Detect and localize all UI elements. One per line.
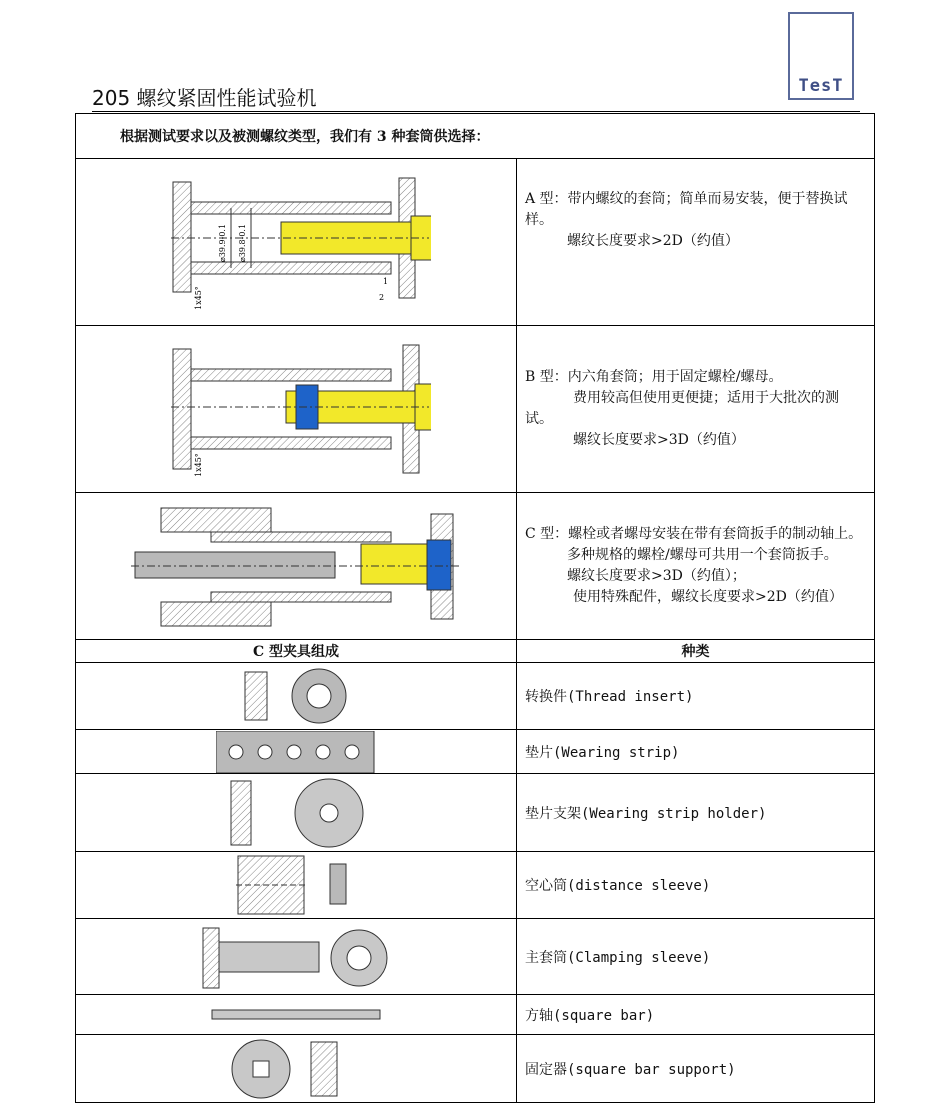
type-a-description: A 型：带内螺纹的套筒；简单而易安装，便于替换试样。 螺纹长度要求>2D（约值） xyxy=(517,159,875,326)
clamping-sleeve-drawing xyxy=(76,919,517,995)
component-row xyxy=(76,774,875,852)
type-c-row xyxy=(76,493,875,640)
component-row xyxy=(76,919,875,995)
strip-holder-drawing xyxy=(76,774,517,852)
thread-insert-drawing xyxy=(76,663,517,730)
wearing-strip-label: 垫片(Wearing strip) xyxy=(517,730,875,774)
intro-text: 根据测试要求以及被测螺纹类型，我们有 3 种套筒供选择： xyxy=(76,114,875,159)
strip-holder-label: 垫片支架(Wearing strip holder) xyxy=(517,774,875,852)
type-b-row xyxy=(76,326,875,493)
square-bar-drawing xyxy=(76,995,517,1035)
component-row xyxy=(76,995,875,1035)
dim-chamfer: 1x45° xyxy=(194,286,203,310)
components-header-row xyxy=(76,640,875,663)
page-title: 205 螺纹紧固性能试验机 xyxy=(92,86,317,110)
dim-n1: 1 xyxy=(383,277,389,286)
type-a-row xyxy=(76,159,875,326)
distance-sleeve-label: 空心筒(distance sleeve) xyxy=(517,852,875,919)
thread-insert-label: 转换件(Thread insert) xyxy=(517,663,875,730)
bar-support-label: 固定器(square bar support) xyxy=(517,1035,875,1103)
component-row xyxy=(76,852,875,919)
square-bar-label: 方轴(square bar) xyxy=(517,995,875,1035)
intro-row xyxy=(76,114,875,159)
dim-d1: ⌀39.9-0.1 xyxy=(218,223,227,262)
dim-n2: 2 xyxy=(379,293,385,302)
wearing-strip-drawing xyxy=(76,730,517,774)
type-b-drawing xyxy=(76,326,517,493)
component-row xyxy=(76,663,875,730)
spec-table xyxy=(75,113,875,1103)
title-divider xyxy=(92,111,860,112)
col-header-components: C 型夹具组成 xyxy=(76,640,517,663)
bar-support-drawing xyxy=(76,1035,517,1103)
dim-chamfer: 1x45° xyxy=(194,453,203,477)
component-row xyxy=(76,1035,875,1103)
test-logo: TesT xyxy=(788,12,854,100)
type-c-description: C 型：螺栓或者螺母安装在带有套筒扳手的制动轴上。 多种规格的螺栓/螺母可共用一个套筒扳手。 螺纹长度要求>3D（约值）； 使用特殊配件，螺纹长度要求>2D（约值） xyxy=(517,493,875,640)
type-a-drawing xyxy=(76,159,517,326)
dim-d2: ⌀39.8-0.1 xyxy=(238,223,247,262)
distance-sleeve-drawing xyxy=(76,852,517,919)
component-row xyxy=(76,730,875,774)
type-c-drawing xyxy=(76,493,517,640)
type-b-description: B 型：内六角套筒；用于固定螺栓/螺母。 费用较高但使用更便捷；适用于大批次的测试。 螺纹长度要求>3D（约值） xyxy=(517,326,875,493)
clamping-sleeve-label: 主套筒(Clamping sleeve) xyxy=(517,919,875,995)
col-header-type: 种类 xyxy=(517,640,875,663)
